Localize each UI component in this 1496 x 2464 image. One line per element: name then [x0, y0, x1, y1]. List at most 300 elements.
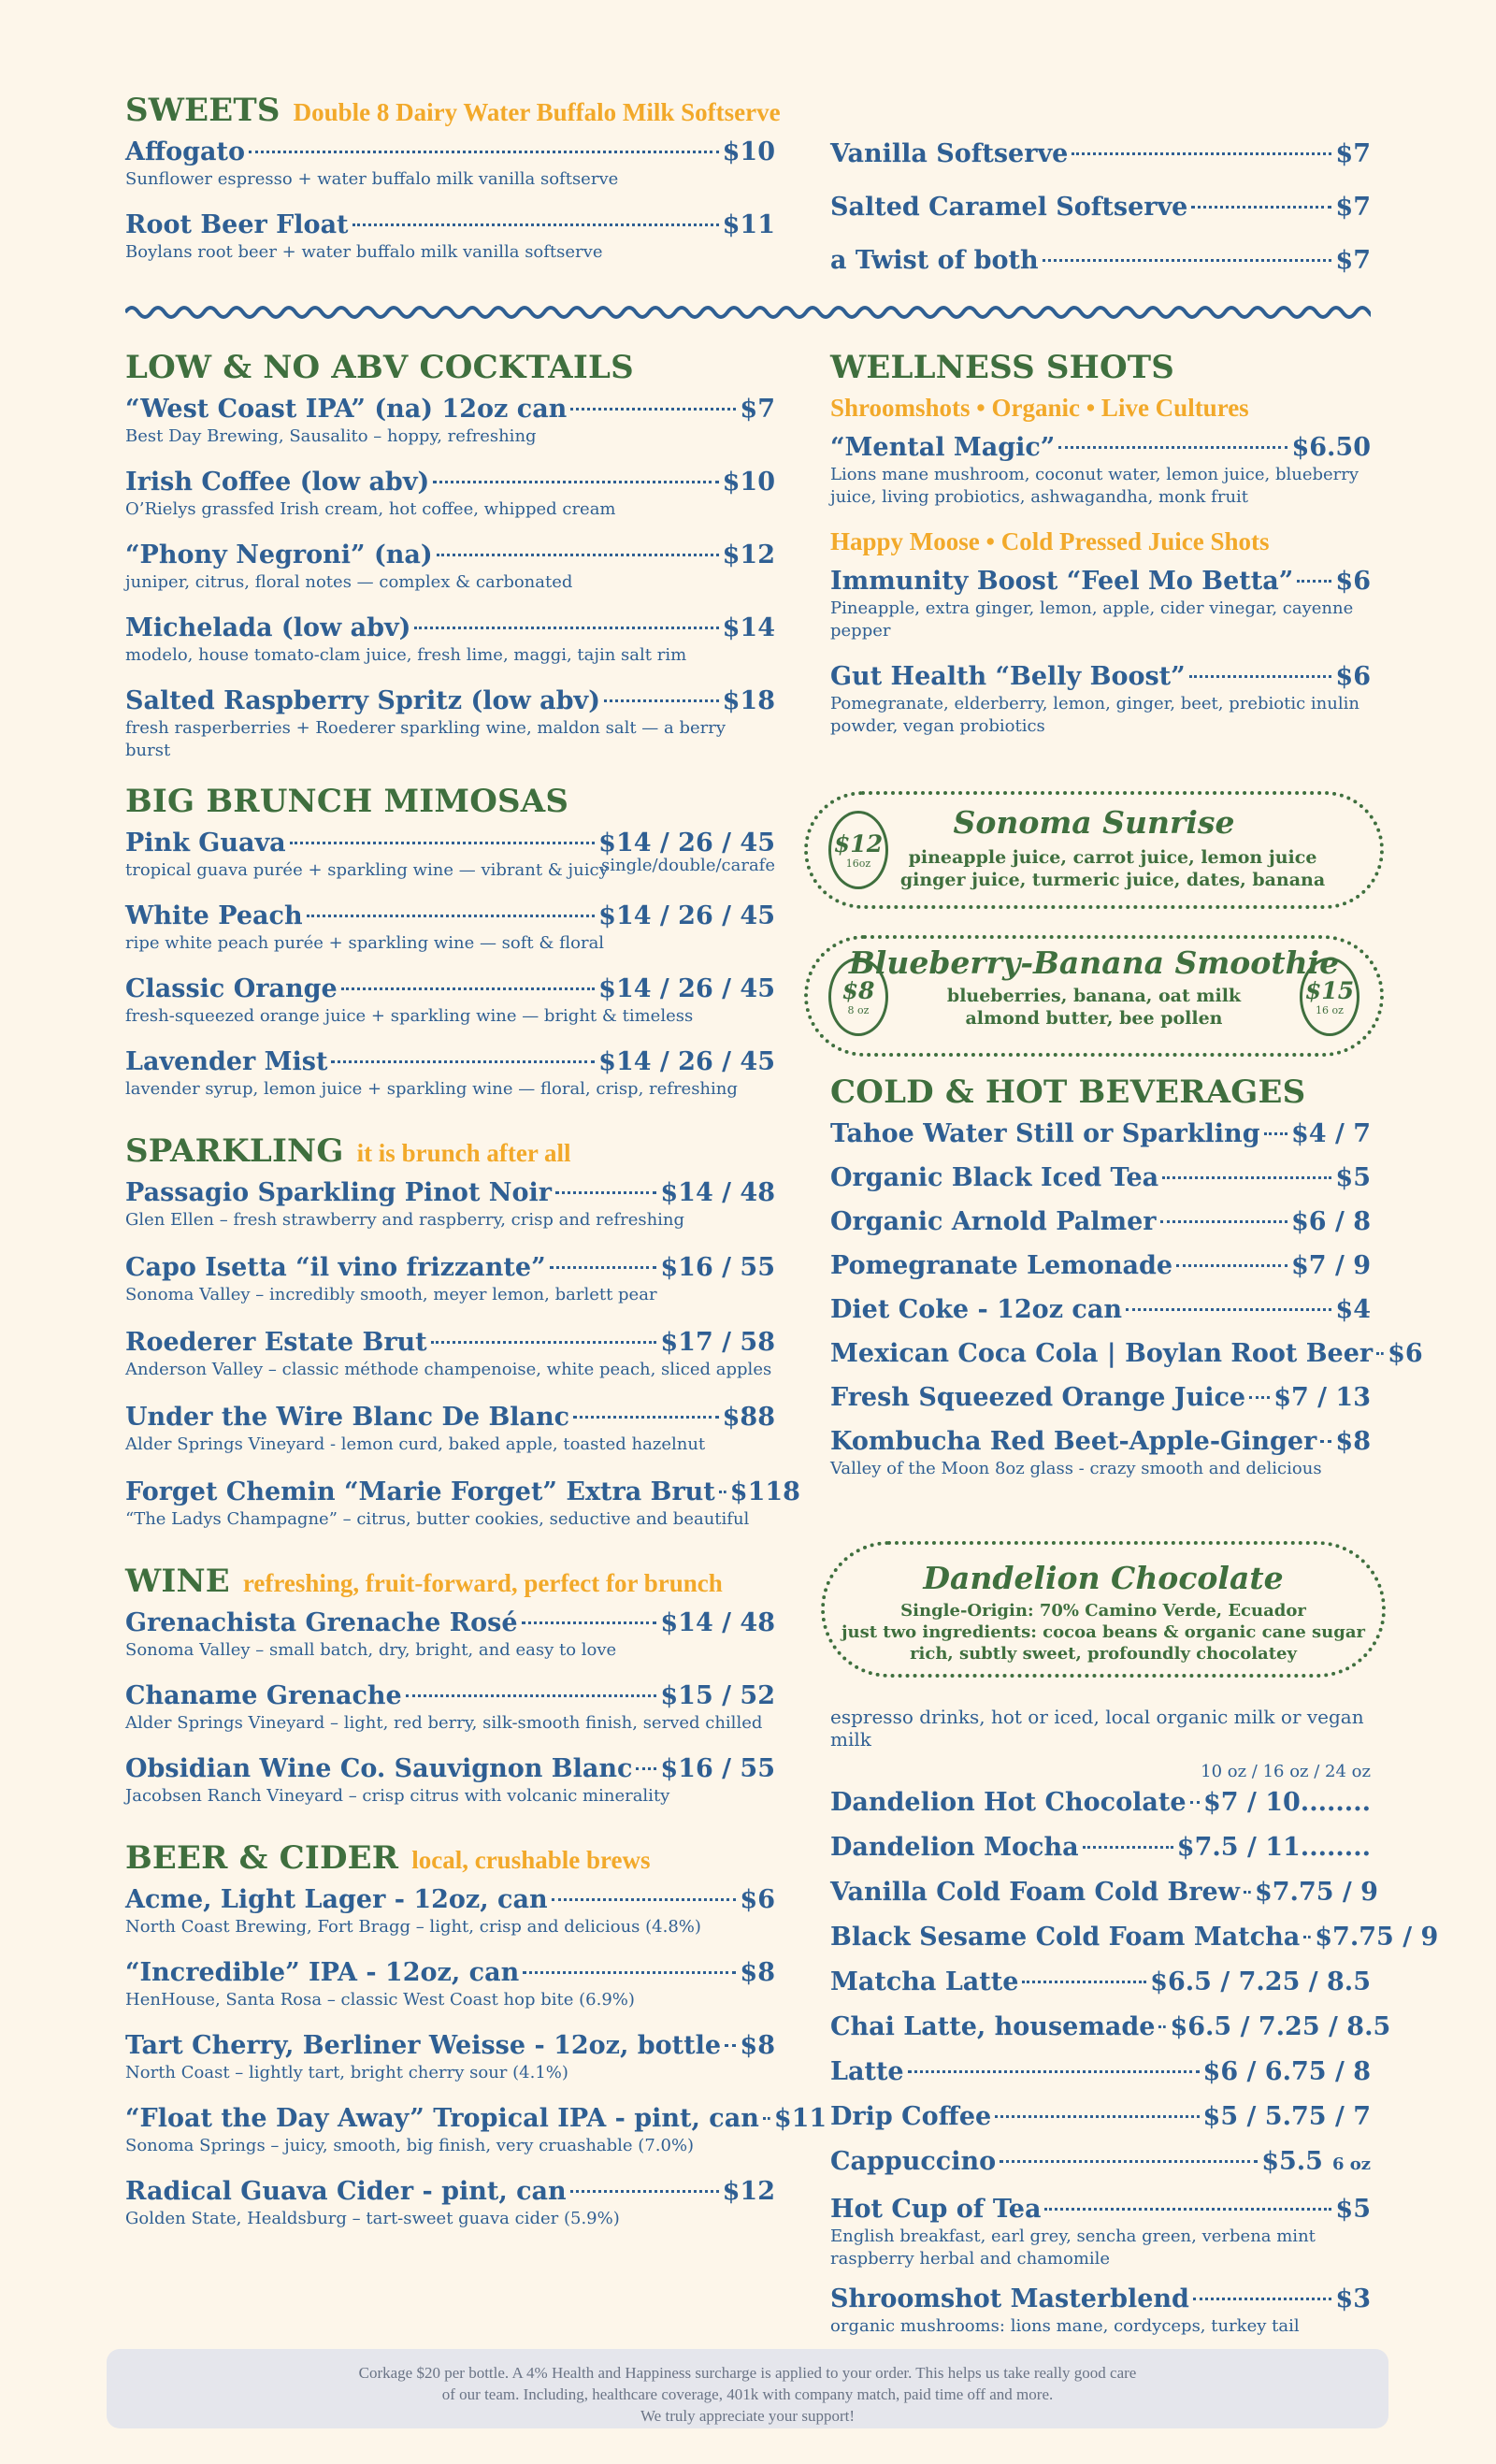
item-price: $14	[722, 613, 775, 642]
low-abv-list	[125, 394, 775, 762]
card-line: ginger juice, turmeric juice, dates, banana	[899, 870, 1326, 890]
item-price: $3	[1335, 2284, 1371, 2313]
right-column	[830, 349, 1371, 756]
section-subtitle: local, crushable brews	[411, 1846, 651, 1874]
wine-header	[125, 1563, 775, 1600]
menu-item	[125, 2103, 827, 2157]
menu-item-line	[830, 2011, 1391, 2043]
size: 16 oz	[1316, 1003, 1344, 1016]
dot-leader	[414, 627, 718, 629]
item-name: Immunity Boost “Feel Mo Betta”	[830, 567, 1294, 596]
mimosas-header	[125, 783, 775, 820]
item-description: Pomegranate, elderberry, lemon, ginger, beet, prebiotic inulin powder, vegan probiotics	[830, 694, 1359, 736]
item-description: Anderson Valley – classic méthode champenoise, white peach, sliced apples	[125, 1360, 772, 1379]
item-name: Salted Raspberry Spritz (low abv)	[125, 686, 600, 715]
menu-item-line	[125, 1477, 800, 1508]
item-price: $11	[722, 210, 775, 239]
dot-leader	[1191, 206, 1331, 209]
dot-leader	[433, 481, 718, 483]
item-price: $5 / 5.75 / 7	[1202, 2102, 1371, 2131]
item-description: Sonoma Valley – incredibly smooth, meyer lemon, barlett pear	[125, 1285, 657, 1304]
item-price: $16 / 55	[660, 1253, 775, 1282]
dot-leader	[341, 987, 595, 990]
espresso-note: espresso drinks, hot or iced, local organic milk or vegan milk	[830, 1706, 1364, 1751]
menu-item	[125, 1957, 775, 2011]
menu-item	[125, 1327, 775, 1381]
item-price: $88	[722, 1403, 775, 1432]
menu-item	[125, 540, 775, 594]
dot-leader	[290, 842, 595, 844]
item-name: Forget Chemin “Marie Forget” Extra Brut	[125, 1477, 715, 1506]
item-description: tropical guava purée + sparkling wine — vibrant & juicy	[125, 860, 609, 880]
dot-leader	[1158, 2025, 1166, 2028]
dot-leader	[1249, 1396, 1270, 1399]
item-name: Organic Black Iced Tea	[830, 1163, 1159, 1192]
menu-item-line	[830, 432, 1371, 464]
dot-leader	[1043, 259, 1332, 262]
dot-leader	[1162, 1176, 1331, 1179]
item-name: Vanilla Softserve	[830, 139, 1069, 168]
item-size: 6 oz	[1331, 2154, 1371, 2174]
dot-leader	[1189, 675, 1332, 678]
menu-item	[125, 1177, 775, 1232]
item-price: $14 / 48	[660, 1608, 775, 1637]
dot-leader	[550, 1266, 657, 1269]
item-description: Valley of the Moon 8oz glass - crazy smooth and delicious	[830, 1459, 1322, 1478]
menu-item-line	[830, 1118, 1371, 1150]
menu-item	[830, 1162, 1371, 1194]
dot-leader	[719, 1491, 726, 1493]
dot-leader	[352, 223, 719, 226]
dot-leader	[636, 1767, 656, 1770]
item-price: $8	[740, 2031, 775, 2060]
item-name: Lavender Mist	[125, 1047, 328, 1076]
dot-leader	[1160, 1220, 1287, 1223]
item-name: Drip Coffee	[830, 2102, 992, 2131]
menu-item-line	[830, 2146, 1371, 2181]
item-price: $6	[1388, 1339, 1423, 1368]
item-price: $6	[740, 1885, 775, 1914]
dot-leader	[1297, 580, 1331, 583]
item-name: Hot Cup of Tea	[830, 2195, 1042, 2224]
item-price: $14 / 26 / 45	[598, 974, 775, 1003]
item-name: Grenachista Grenache Rosé	[125, 1608, 518, 1637]
item-description: Jacobsen Ranch Vineyard – crisp citrus with volcanic minerality	[125, 1786, 670, 1806]
item-price: $12	[722, 540, 775, 569]
item-name: Black Sesame Cold Foam Matcha	[830, 1923, 1301, 1952]
dot-leader	[555, 1191, 656, 1194]
dot-leader	[523, 1971, 736, 1974]
menu-item-line	[830, 1338, 1423, 1370]
item-price: $10	[722, 468, 775, 497]
dot-leader	[1072, 152, 1331, 155]
dot-leader	[437, 554, 719, 556]
menu-item	[125, 1680, 775, 1735]
menu-item-line	[125, 1046, 775, 1078]
dot-leader	[573, 1416, 719, 1419]
item-price: $7	[740, 395, 775, 424]
menu-item-line	[125, 1327, 775, 1359]
item-price: $14 / 26 / 45	[598, 901, 775, 930]
section-title: LOW & NO ABV COCKTAILS	[125, 349, 634, 386]
menu-item	[830, 432, 1371, 509]
menu-item	[125, 1477, 800, 1531]
beverages-section	[830, 1073, 1423, 1492]
dot-leader	[307, 915, 596, 917]
menu-item	[125, 1884, 775, 1938]
menu-item-line	[830, 1250, 1371, 1282]
espresso-list	[830, 1787, 1439, 2338]
dot-leader	[763, 2117, 770, 2120]
mimosas-wrap	[125, 828, 775, 1101]
menu-item-line	[830, 245, 1371, 277]
wellness-subhead-shroomshots: Shroomshots • Organic • Live Cultures	[830, 394, 1249, 422]
menu-item-line	[125, 828, 775, 859]
menu-item	[830, 1877, 1378, 1909]
item-name: Chaname Grenache	[125, 1681, 402, 1710]
dot-leader	[995, 2115, 1199, 2118]
wellness-header	[830, 349, 1371, 386]
menu-item-line	[125, 1680, 775, 1712]
section-title: BEER & CIDER	[125, 1839, 399, 1877]
menu-item-line	[125, 1252, 775, 1284]
item-price: $7.5 / 11........	[1176, 1833, 1371, 1862]
wellness-list-2	[830, 566, 1371, 738]
menu-item	[830, 138, 1371, 170]
smoothie-card	[804, 935, 1384, 1057]
left-column	[125, 349, 827, 2249]
dot-leader	[331, 1060, 595, 1063]
espresso-section	[830, 1706, 1439, 2351]
wave-divider	[125, 301, 1371, 324]
card-line: pineapple juice, carrot juice, lemon juice	[908, 847, 1317, 868]
menu-item-line	[125, 612, 775, 644]
menu-item	[125, 901, 775, 955]
item-name: Tahoe Water Still or Sparkling	[830, 1119, 1260, 1148]
menu-item-line	[830, 1426, 1371, 1458]
item-name: Vanilla Cold Foam Cold Brew	[830, 1878, 1240, 1907]
item-name: Shroomshot Masterblend	[830, 2284, 1189, 2313]
card-line: Single-Origin: 70% Camino Verde, Ecuador	[900, 1601, 1306, 1621]
dot-leader	[552, 1898, 737, 1901]
item-name: Roederer Estate Brut	[125, 1328, 427, 1357]
beverages-list	[830, 1118, 1423, 1480]
card-line: just two ingredients: cocoa beans & organic cane sugar	[841, 1622, 1365, 1642]
menu-item-line	[125, 540, 775, 571]
menu-item	[125, 394, 775, 448]
item-description: “The Ladys Champagne” – citrus, butter cookies, seductive and beautiful	[125, 1509, 750, 1529]
item-description: Best Day Brewing, Sausalito – hoppy, refreshing	[125, 426, 537, 446]
item-price: $7.75 / 9	[1315, 1923, 1439, 1952]
menu-item	[125, 2176, 775, 2230]
item-description: HenHouse, Santa Rosa – classic West Coast hop bite (6.9%)	[125, 1990, 635, 2010]
sparkling-list	[125, 1177, 800, 1531]
item-price: $5	[1335, 1163, 1371, 1192]
dot-leader	[1083, 1846, 1173, 1849]
dot-leader	[1264, 1132, 1287, 1135]
footer-line: We truly appreciate your support!	[640, 2407, 855, 2425]
dot-leader	[1000, 2160, 1258, 2163]
item-price: $7 / 13	[1273, 1383, 1371, 1412]
card-title: Sonoma Sunrise	[953, 804, 1235, 841]
sweets-list	[125, 137, 775, 264]
dot-leader	[1058, 446, 1287, 449]
menu-item-line	[830, 661, 1371, 693]
menu-item-line	[830, 1922, 1439, 1953]
item-name: Michelada (low abv)	[125, 613, 411, 642]
menu-item	[830, 1967, 1371, 1998]
menu-item	[830, 1787, 1371, 1819]
wellness-list-1	[830, 432, 1371, 509]
menu-item	[830, 1426, 1371, 1480]
dot-leader	[1126, 1308, 1331, 1311]
item-name: Organic Arnold Palmer	[830, 1207, 1157, 1236]
item-name: Cappuccino	[830, 2147, 997, 2176]
item-name: Pink Guava	[125, 829, 286, 857]
beer-list	[125, 1884, 827, 2230]
dandelion-card	[821, 1541, 1386, 1678]
menu-item-line	[830, 2101, 1371, 2133]
dot-leader	[1193, 2298, 1331, 2300]
item-description: Boylans root beer + water buffalo milk vanilla softserve	[125, 242, 603, 262]
menu-item-line	[830, 1832, 1371, 1864]
item-name: Dandelion Mocha	[830, 1833, 1079, 1862]
item-name: Radical Guava Cider - pint, can	[125, 2177, 567, 2206]
item-price: $7.75 / 9	[1254, 1878, 1378, 1907]
menu-item	[125, 209, 775, 264]
menu-item-line	[830, 138, 1371, 170]
item-name: Root Beer Float	[125, 210, 349, 239]
menu-item-line	[830, 566, 1371, 598]
item-name: Diet Coke - 12oz can	[830, 1295, 1122, 1324]
item-description: Pineapple, extra ginger, lemon, apple, cider vinegar, cayenne pepper	[830, 598, 1354, 641]
menu-item-line	[125, 137, 775, 168]
item-name: “Float the Day Away” Tropical IPA - pint, can	[125, 2104, 759, 2133]
item-name: Salted Caramel Softserve	[830, 193, 1188, 222]
menu-item-line	[830, 2194, 1371, 2226]
menu-item-line	[830, 1206, 1371, 1238]
price-badge-small	[828, 958, 888, 1036]
card-line: rich, subtly sweet, profoundly chocolatey	[910, 1644, 1297, 1664]
price: $12	[833, 829, 884, 857]
section-title: BIG BRUNCH MIMOSAS	[125, 783, 569, 820]
item-price: $16 / 55	[660, 1754, 775, 1783]
item-description: Alder Springs Vineyard – light, red berry, silk-smooth finish, served chilled	[125, 1713, 763, 1733]
section-subtitle: refreshing, fruit-forward, perfect for brunch	[242, 1569, 723, 1597]
menu-item	[125, 973, 775, 1028]
card-line: almond butter, bee pollen	[965, 1008, 1223, 1029]
item-name: Kombucha Red Beet-Apple-Ginger	[830, 1427, 1317, 1456]
item-price: $8	[1335, 1427, 1371, 1456]
item-price: $7	[1335, 139, 1371, 168]
item-name: Fresh Squeezed Orange Juice	[830, 1383, 1246, 1412]
item-price: $8	[740, 1958, 775, 1987]
menu-item	[125, 467, 775, 521]
price: $8	[842, 976, 875, 1004]
item-description: Sonoma Springs – juicy, smooth, big finish, very cruashable (7.0%)	[125, 2136, 695, 2155]
item-price: $4 / 7	[1290, 1119, 1371, 1148]
item-price: $11	[773, 2104, 827, 2133]
item-description: English breakfast, earl grey, sencha green, verbena mint raspberry herbal and chamomile	[830, 2226, 1316, 2269]
item-price: $14 / 26 / 45	[598, 1047, 775, 1076]
item-name: Capo Isetta “il vino frizzante”	[125, 1253, 546, 1282]
menu-item	[125, 1753, 775, 1808]
item-name: Mexican Coca Cola | Boylan Root Beer	[830, 1339, 1374, 1368]
menu-item	[830, 2284, 1371, 2338]
menu-item	[830, 2056, 1371, 2088]
item-price: $6.50	[1291, 433, 1371, 462]
item-price: $14 / 48	[660, 1178, 775, 1207]
size: 16oz	[845, 857, 871, 870]
item-name: Classic Orange	[125, 974, 338, 1003]
dot-leader	[431, 1341, 657, 1344]
item-description: North Coast – lightly tart, bright cherry sour (4.1%)	[125, 2063, 568, 2082]
menu-item-line	[125, 973, 775, 1005]
item-price: $6	[1335, 662, 1371, 691]
menu-item-line	[125, 685, 775, 717]
menu-item	[125, 612, 775, 667]
price-badge	[828, 811, 888, 889]
item-name: Dandelion Hot Chocolate	[830, 1788, 1187, 1817]
menu-item	[125, 2030, 775, 2084]
sonoma-sunrise-card	[804, 791, 1384, 909]
item-name: Pomegranate Lemonade	[830, 1251, 1173, 1280]
dot-leader	[1176, 1264, 1287, 1267]
menu-item-line	[830, 1787, 1371, 1819]
item-price: $10	[722, 137, 775, 166]
item-description: organic mushrooms: lions mane, cordyceps, turkey tail	[830, 2316, 1300, 2336]
item-price: $6.5 / 7.25 / 8.5	[1150, 1967, 1371, 1996]
dot-leader	[406, 1694, 657, 1697]
item-price: $5	[1335, 2195, 1371, 2224]
footer-notice	[107, 2349, 1388, 2428]
size-note: single/double/carafe	[601, 856, 775, 875]
menu-item-line	[125, 901, 775, 932]
item-name: “West Coast IPA” (na) 12oz can	[125, 395, 568, 424]
item-description: juniper, citrus, floral notes — complex & carbonated	[125, 572, 573, 592]
menu-item-line	[125, 394, 775, 425]
dot-leader	[1376, 1352, 1384, 1355]
card-title: Blueberry-Banana Smoothie	[848, 944, 1340, 981]
item-description: modelo, house tomato-clam juice, fresh lime, maggi, tajin salt rim	[125, 645, 687, 665]
item-price: $6.5 / 7.25 / 8.5	[1170, 2012, 1391, 2041]
item-name: “Incredible” IPA - 12oz, can	[125, 1958, 520, 1987]
menu-item	[125, 137, 775, 191]
item-name: Obsidian Wine Co. Sauvignon Blanc	[125, 1754, 633, 1783]
sizes-note: 10 oz / 16 oz / 24 oz	[1201, 1762, 1371, 1781]
footer-line: of our team. Including, healthcare coverage, 401k with company match, paid time off and more.	[441, 2385, 1054, 2403]
section-title: COLD & HOT BEVERAGES	[830, 1073, 1306, 1111]
item-description: North Coast Brewing, Fort Bragg – light, crisp and delicious (4.8%)	[125, 1917, 701, 1937]
beverages-header	[830, 1073, 1371, 1111]
dot-leader	[725, 2044, 736, 2047]
item-description: fresh-squeezed orange juice + sparkling wine — bright & timeless	[125, 1006, 694, 1026]
item-price: $12	[722, 2177, 775, 2206]
item-price: $6 / 6.75 / 8	[1202, 2057, 1371, 2086]
menu-item	[830, 1832, 1371, 1864]
item-description: lavender syrup, lemon juice + sparkling wine — floral, crisp, refreshing	[125, 1079, 738, 1099]
item-description: Alder Springs Vineyard - lemon curd, baked apple, toasted hazelnut	[125, 1434, 706, 1454]
softserve-list-wrap	[830, 138, 1371, 298]
sparkling-header	[125, 1132, 775, 1170]
item-price: $4	[1335, 1295, 1371, 1324]
menu-item-line	[125, 1884, 775, 1916]
menu-item	[125, 1402, 775, 1456]
item-price: $118	[729, 1477, 800, 1506]
menu-item	[830, 1922, 1439, 1953]
item-description: Glen Ellen – fresh strawberry and raspberry, crisp and refreshing	[125, 1210, 685, 1230]
menu-item	[830, 2011, 1391, 2043]
item-name: Gut Health “Belly Boost”	[830, 662, 1186, 691]
price: $15	[1304, 976, 1355, 1004]
menu-item-line	[830, 1382, 1371, 1414]
menu-item-line	[830, 192, 1371, 223]
wine-list	[125, 1607, 775, 1808]
menu-item	[830, 661, 1371, 738]
item-name: “Mental Magic”	[830, 433, 1056, 462]
section-subtitle: Double 8 Dairy Water Buffalo Milk Softserve	[293, 98, 781, 126]
softserve-list	[830, 138, 1371, 277]
item-name: Matcha Latte	[830, 1967, 1019, 1996]
item-description: Sunflower espresso + water buffalo milk vanilla softserve	[125, 169, 619, 189]
item-description: Lions mane mushroom, coconut water, lemon juice, blueberry juice, living probiotics, ashwagandha, monk fruit	[830, 465, 1359, 507]
item-description: O’Rielys grassfed Irish cream, hot coffee, whipped cream	[125, 499, 616, 519]
sweets-section	[125, 92, 781, 282]
menu-item	[125, 1607, 775, 1662]
menu-item-line	[125, 2176, 775, 2208]
item-price: $7	[1335, 246, 1371, 275]
menu-item	[830, 2194, 1371, 2270]
menu-item-line	[830, 1162, 1371, 1194]
item-name: Passagio Sparkling Pinot Noir	[125, 1178, 552, 1207]
item-description: fresh rasperberries + Roederer sparkling wine, maldon salt — a berry burst	[125, 718, 726, 760]
item-name: Tart Cherry, Berliner Weisse - 12oz, bottle	[125, 2031, 722, 2060]
menu-item-line	[830, 2056, 1371, 2088]
menu-item	[830, 1338, 1423, 1370]
menu-item	[125, 685, 775, 762]
card-title: Dandelion Chocolate	[923, 1560, 1284, 1596]
item-description: Golden State, Healdsburg – tart-sweet guava cider (5.9%)	[125, 2209, 620, 2228]
item-description: Sonoma Valley – small batch, dry, bright, and easy to love	[125, 1640, 617, 1660]
dot-leader	[908, 2070, 1200, 2073]
item-price: $6 / 8	[1290, 1207, 1371, 1236]
menu-item-line	[125, 1753, 775, 1785]
dot-leader	[1022, 1981, 1146, 1983]
menu-item-line	[125, 467, 775, 498]
price-badge-large	[1300, 958, 1359, 1036]
item-name: “Phony Negroni” (na)	[125, 540, 433, 569]
sweets-header	[125, 92, 781, 129]
menu-item-line	[125, 1177, 775, 1209]
menu-item-line	[830, 1294, 1371, 1326]
item-description: ripe white peach purée + sparkling wine — soft & floral	[125, 933, 605, 953]
menu-item-line	[125, 1607, 775, 1639]
item-price: $7	[1335, 193, 1371, 222]
section-title: WELLNESS SHOTS	[830, 349, 1175, 386]
item-name: Acme, Light Lager - 12oz, can	[125, 1885, 548, 1914]
menu-item-line	[125, 209, 775, 241]
dot-leader	[522, 1621, 657, 1624]
item-name: Chai Latte, housemade	[830, 2012, 1156, 2041]
menu-item-line	[830, 1967, 1371, 1998]
dot-leader	[1190, 1801, 1200, 1804]
dot-leader	[1044, 2208, 1331, 2211]
menu-item	[830, 192, 1371, 223]
dot-leader	[570, 2190, 719, 2193]
item-price: $7 / 10........	[1202, 1788, 1371, 1817]
section-subtitle: it is brunch after all	[356, 1139, 571, 1167]
item-price: $7 / 9	[1290, 1251, 1371, 1280]
